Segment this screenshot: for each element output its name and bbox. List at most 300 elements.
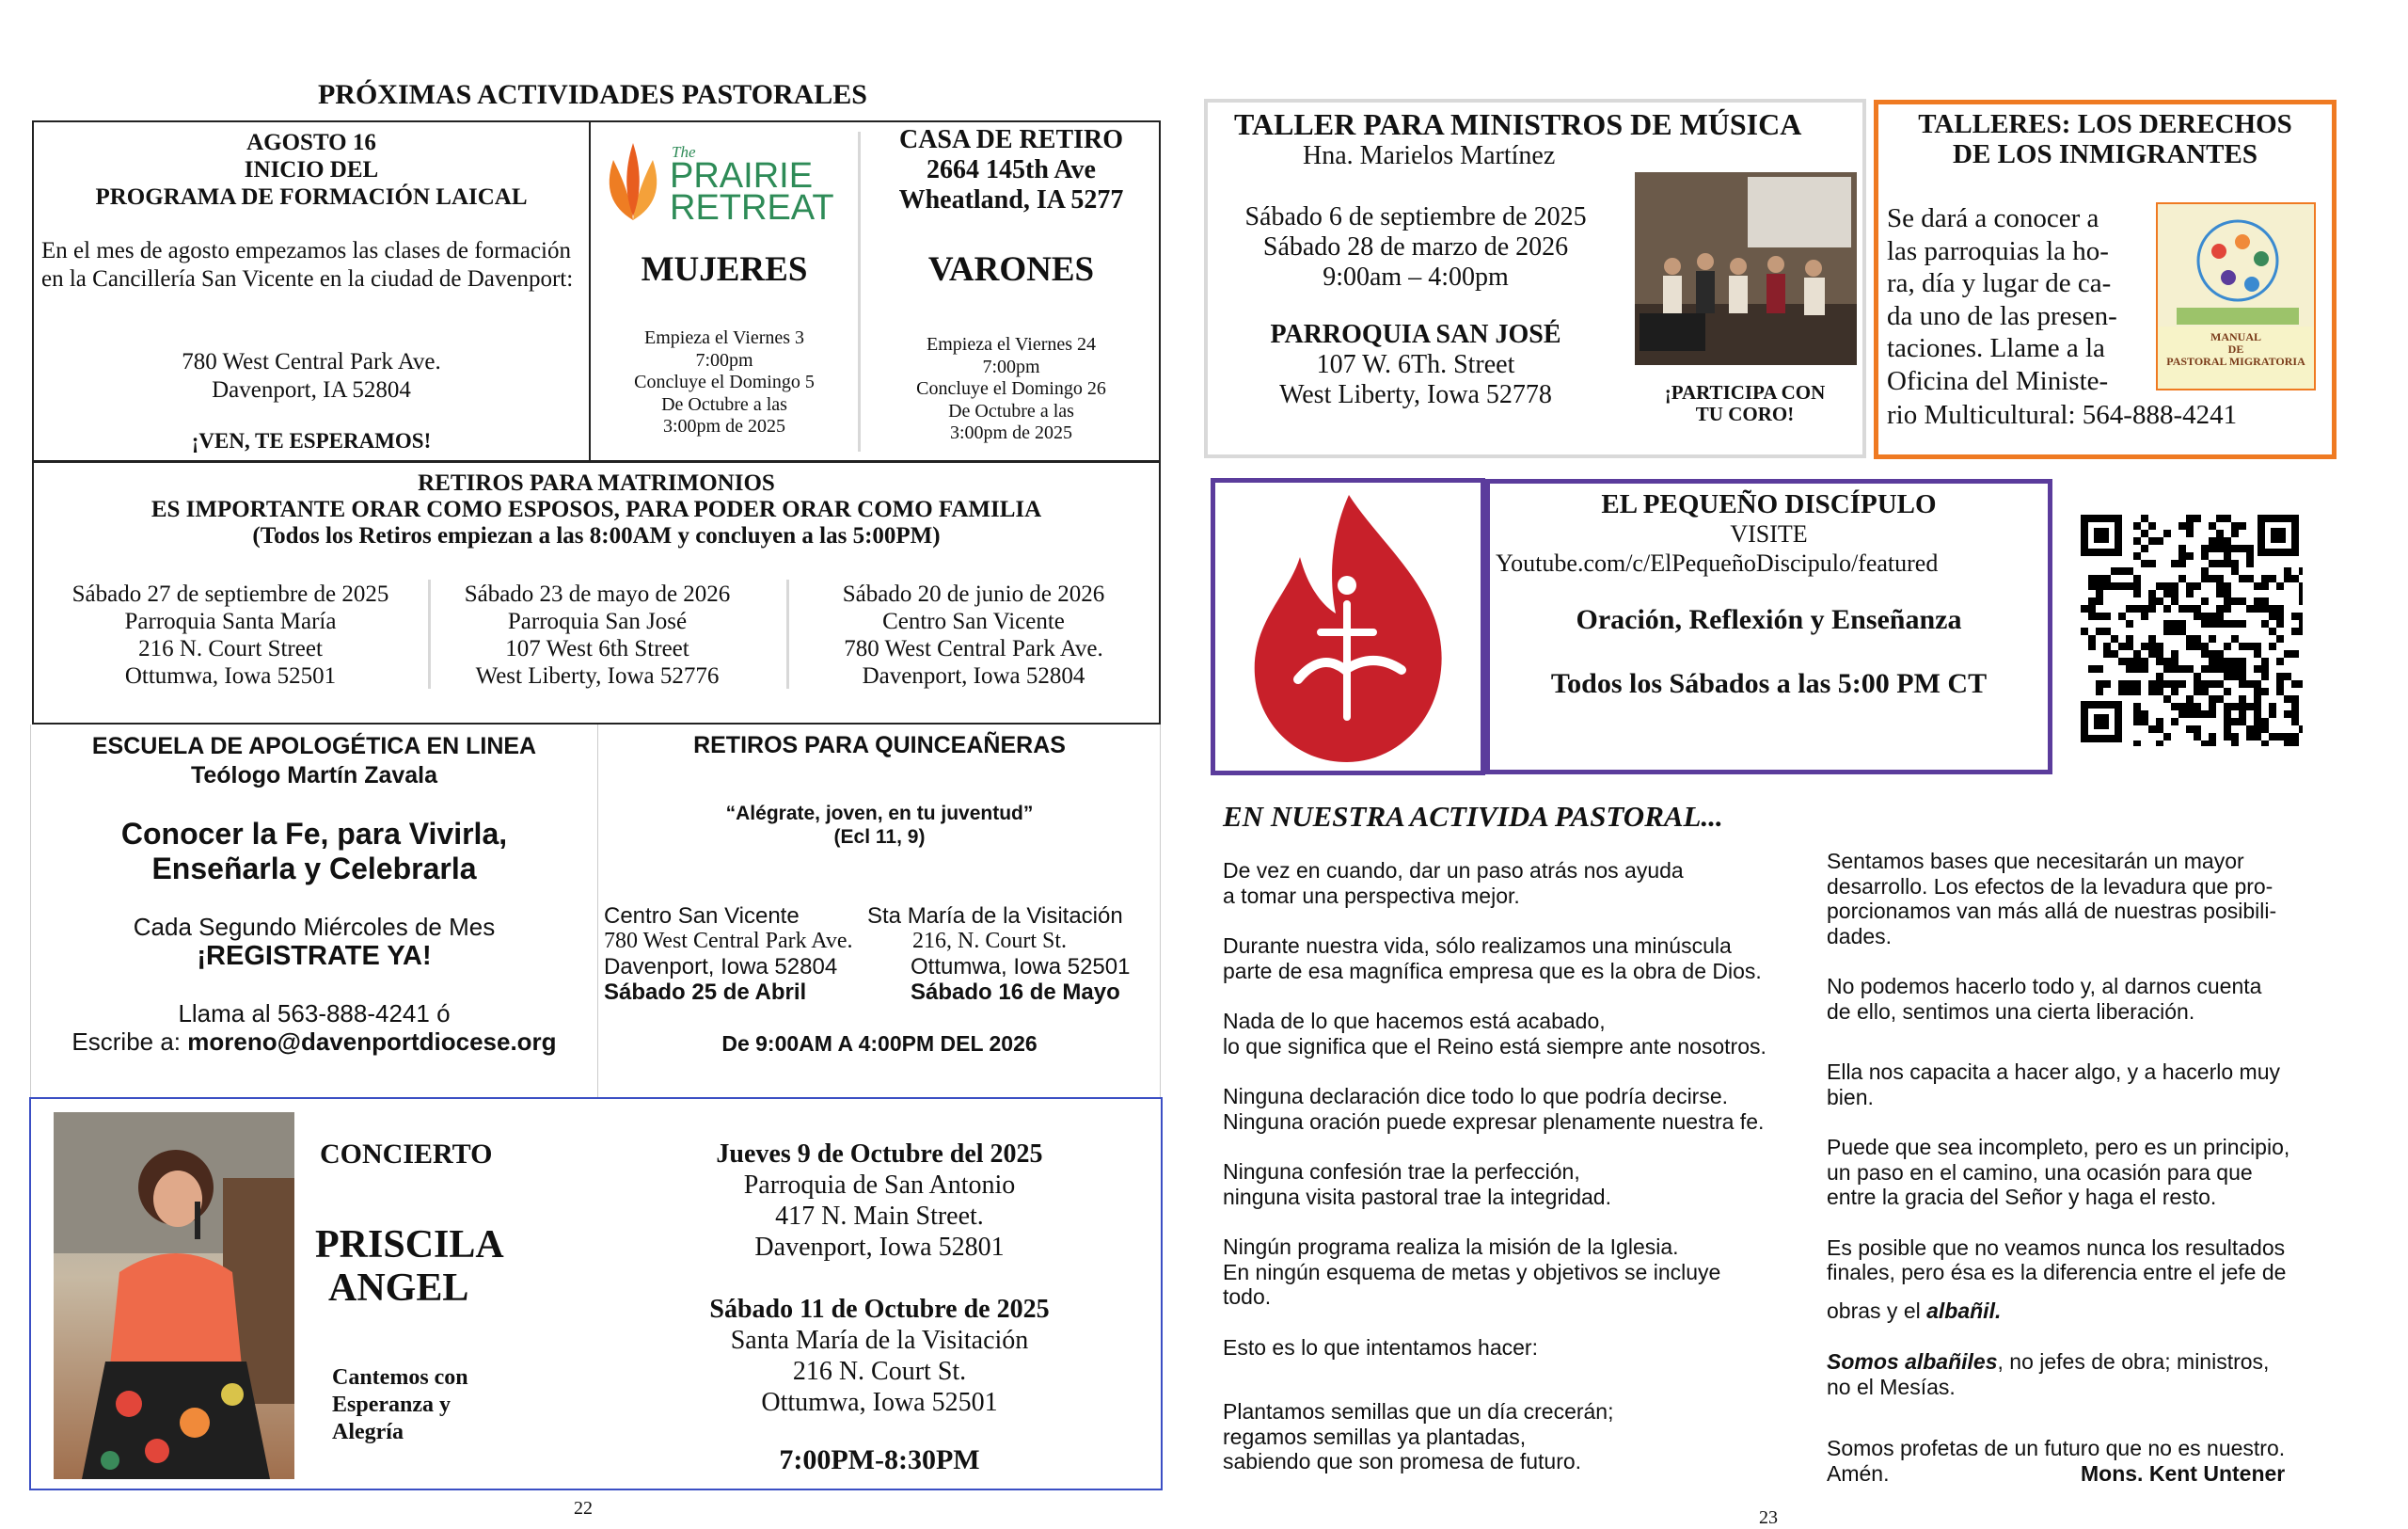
qr-module [2163,582,2171,590]
qr-module [2216,605,2224,613]
email-link[interactable]: moreno@davenportdiocese.org [187,1027,557,1056]
qr-module [2178,575,2186,582]
qr-module [2231,665,2239,673]
quince-right-place: Sta María de la Visitación [867,903,1123,929]
qr-module [2156,725,2163,733]
qr-module [2096,597,2103,605]
qr-module [2261,575,2269,582]
qr-module [2216,590,2224,597]
qr-module [2141,658,2148,665]
formacion-title: INICIO DEL [244,157,379,183]
qr-module [2103,628,2111,635]
qr-module [2239,597,2246,605]
qr-module [2088,582,2096,590]
taller-date: Sábado 28 de marzo de 2026 [1262,232,1569,262]
qr-module [2254,733,2261,741]
qr-module [2231,530,2239,537]
qr-module [2209,537,2216,545]
qr-module [2224,658,2231,665]
qr-module [2224,597,2231,605]
quince-right-street: 216, N. Court St. [912,929,1068,953]
inmigrantes-title-2: DE LOS INMIGRANTES [1953,139,2258,169]
qr-module [2276,605,2284,613]
qr-module [2269,703,2276,710]
matrimonio-city: Ottumwa, Iowa 52501 [124,663,337,689]
quinceaneras-title: RETIROS PARA QUINCEAÑERAS [693,732,1066,758]
matrimonios-heading [32,470,1161,549]
reflexion-line: desarrollo. Los efectos de la levadura que pro- [1827,873,2273,899]
qr-module [2194,725,2201,733]
qr-module [2291,680,2299,688]
apologetica-headline-2: Enseñarla y Celebrarla [151,852,477,885]
discipulo-url[interactable]: Youtube.com/c/ElPequeñoDiscipulo/featured [1496,549,1939,577]
reflexion-line: No podemos hacerlo todo y, al darnos cuenta [1827,974,2262,998]
reflexion-author: Mons. Kent Untener [2081,1461,2286,1486]
qr-module [2299,590,2303,597]
matrimonio-col [38,581,423,690]
manual-title: DE [2227,342,2244,356]
qr-module [2246,605,2254,613]
qr-module [2126,605,2133,613]
qr-module [2209,695,2216,703]
reflexion-line: Ninguna declaración dice todo lo que podría decirse. [1223,1084,1729,1108]
qr-module [2171,658,2178,665]
qr-module [2276,673,2284,680]
qr-module [2209,703,2216,710]
taller-title: TALLER PARA MINISTROS DE MÚSICA [1234,107,1802,141]
qr-module [2261,688,2269,695]
qr-module [2231,718,2239,725]
qr-module [2148,688,2156,695]
reflexion-paragraph [1827,974,2391,1024]
qr-module [2103,650,2111,658]
qr-module [2291,703,2299,710]
men-label: VARONES [927,250,1095,289]
qr-module [2254,710,2261,718]
qr-module [2201,545,2209,552]
reflexion-line: entre la gracia del Señor y haga el resto. [1827,1185,2217,1209]
qr-module [2148,643,2156,650]
qr-module [2186,703,2194,710]
retreat-place-street: 2664 145th Ave [927,155,1096,184]
qr-module [2239,545,2246,552]
event-city: Ottumwa, Iowa 52501 [761,1388,998,1417]
logo-the: The [672,143,696,161]
matrimonio-date: Sábado 23 de mayo de 2026 [464,581,731,607]
qr-module [2239,703,2246,710]
qr-module [2141,605,2148,613]
qr-module [2231,658,2239,665]
matrimonio-street: 216 N. Court Street [138,636,323,661]
qr-module [2209,560,2216,567]
qr-module [2254,597,2261,605]
qr-module [2201,650,2209,658]
qr-module [2209,620,2216,628]
qr-module [2156,673,2163,680]
qr-module [2186,515,2194,522]
qr-module [2224,643,2231,650]
qr-module [2299,620,2303,628]
qr-module [2133,590,2141,597]
qr-module [2088,575,2096,582]
qr-module [2133,582,2141,590]
qr-module [2231,673,2239,680]
qr-module [2133,741,2141,746]
qr-module [2299,680,2303,688]
inmigrantes-line: da uno de las presen- [1887,300,2117,331]
qr-module [2269,605,2276,613]
qr-module [2261,605,2269,613]
qr-module [2148,605,2156,613]
qr-module [2299,628,2303,635]
qr-module [2148,537,2156,545]
qr-module [2126,567,2133,575]
women-line: 7:00pm [695,349,753,371]
inmigrantes-line: las parroquias la ho- [1887,235,2109,266]
apologetica-headline [32,817,596,886]
prairie-retreat-logo [602,141,834,228]
quince-right [867,903,1159,1005]
qr-module [2254,725,2261,733]
qr-module [2299,725,2303,733]
qr-module [2209,665,2216,673]
reflexion-line: bien. [1827,1084,1874,1109]
qr-module [2171,582,2178,590]
qr-module [2133,665,2141,673]
taller-presenter: Hna. Marielos Martínez [1303,141,1556,170]
qr-module [2118,680,2126,688]
albaniles-bold: Somos albañiles [1827,1349,1998,1374]
qr-module [2163,628,2171,635]
qr-module [2148,597,2156,605]
qr-module [2201,567,2209,575]
qr-module [2201,597,2209,605]
page-number: 23 [1759,1507,1778,1528]
qr-module [2096,575,2103,582]
qr-module [2224,725,2231,733]
qr-module [2216,665,2224,673]
qr-module [2186,710,2194,718]
flame-cross-icon [1242,491,1456,766]
discipulo-title: EL PEQUEÑO DISCÍPULO [1601,489,1937,519]
inmigrantes-body [1887,202,2160,397]
qr-module [2141,545,2148,552]
reflexion-profetas: Somos profetas de un futuro que no es nuestro. [1827,1436,2286,1460]
tagline-line: Esperanza y [332,1393,451,1417]
qr-module [2261,582,2269,590]
qr-module [2239,680,2246,688]
qr-module [2111,635,2118,643]
qr-module [2141,665,2148,673]
matrimonios-title: RETIROS PARA MATRIMONIOS [418,470,775,496]
formacion-date: AGOSTO 16 [246,130,376,155]
taller-street: 107 W. 6Th. Street [1316,350,1515,379]
qr-module [2209,650,2216,658]
qr-module [2148,635,2156,643]
reflexion-line: Ella nos capacita a hacer algo, y a hacerlo muy [1827,1059,2280,1084]
taller-time: 9:00am – 4:00pm [1323,263,1509,292]
singer-illustration [54,1112,294,1479]
choir-photo [1635,172,1857,365]
qr-module [2231,733,2239,741]
qr-module [2291,575,2299,582]
qr-module [2141,530,2148,537]
qr-module [2201,688,2209,695]
men-schedule [861,334,1162,445]
formacion-street: 780 West Central Park Ave. [182,349,441,374]
qr-module [2269,733,2276,741]
qr-module [2178,703,2186,710]
qr-module [2201,665,2209,673]
artist-name-first: PRISCILA [315,1223,504,1266]
qr-module [2156,688,2163,695]
reflexion-left-column [1223,858,1825,1474]
reflexion-line: Durante nuestra vida, sólo realizamos una minúscula [1223,933,1732,958]
concierto-label: CONCIERTO [320,1139,493,1170]
qr-module [2171,680,2178,688]
qr-module [2224,537,2231,545]
qr-module [2276,635,2284,643]
reflexion-paragraph [1827,1235,2391,1285]
qr-module [2133,718,2141,725]
qr-module [2178,552,2186,560]
qr-module [2186,552,2194,560]
matrimonios-note: (Todos los Retiros empiezan a las 8:00AM y concluyen a las 5:00PM) [252,523,941,549]
inmigrantes-title-1: TALLERES: LOS DERECHOS [1918,109,2292,139]
qr-module [2133,703,2141,710]
qr-module [2254,665,2261,673]
qr-module [2299,567,2303,575]
qr-code[interactable] [2077,511,2303,746]
qr-module [2186,582,2194,590]
qr-module [2231,545,2239,552]
qr-module [2201,575,2209,582]
qr-module [2239,718,2246,725]
qr-module [2186,665,2194,673]
qr-module [2201,620,2209,628]
quince-left [604,903,877,1005]
qr-module [2216,695,2224,703]
qr-module [2216,613,2224,620]
qr-module [2186,590,2194,597]
tagline-line: Alegría [332,1420,404,1444]
qr-module [2284,650,2291,658]
qr-module [2254,688,2261,695]
qr-module [2261,741,2269,746]
qr-module [2209,710,2216,718]
qr-module [2291,710,2299,718]
reflexion-line: dades. [1827,923,1893,948]
artist-name-last: ANGEL [328,1266,469,1310]
apologetica-schedule: Cada Segundo Miércoles de Mes [133,913,496,941]
email-label: Escribe a: [71,1027,188,1056]
matrimonio-date: Sábado 27 de septiembre de 2025 [71,581,389,607]
inmigrantes-line: Oficina del Ministe- [1887,365,2109,396]
retreat-place-city: Wheatland, IA 5277 [898,185,1124,215]
qr-module [2201,680,2209,688]
tail-text: obras y el [1827,1298,1927,1323]
qr-module [2133,658,2141,665]
qr-module [2178,605,2186,613]
qr-module [2103,575,2111,582]
qr-module [2194,688,2201,695]
albaniles-rest: no el Mesías. [1827,1374,1956,1399]
qr-module [2246,733,2254,741]
manual-title: PASTORAL MIGRATORIA [2166,355,2305,368]
qr-module [2088,643,2096,650]
qr-module [2201,643,2209,650]
qr-module [2156,643,2163,650]
women-line: De Octubre a las [661,393,787,415]
matrimonio-date: Sábado 20 de junio de 2026 [842,581,1105,607]
qr-module [2156,680,2163,688]
logo-prairie: PRAIRIE [670,156,814,196]
inmigrantes-phone: rio Multicultural: 564-888-4241 [1887,400,2238,430]
matrimonio-place: Centro San Vicente [882,609,1065,634]
reflexion-heading: EN NUESTRA ACTIVIDA PASTORAL... [1223,800,1723,833]
qr-module [2231,620,2239,628]
qr-module [2133,688,2141,695]
qr-module [2163,665,2171,673]
women-label: MUJERES [641,250,808,289]
qr-module [2163,680,2171,688]
reflexion-line: porcionamos van más allá de nuestras posibili- [1827,899,2277,923]
qr-module [2178,710,2186,718]
apologetica-headline-1: Conocer la Fe, para Vivirla, [120,817,508,851]
qr-module [2156,597,2163,605]
choir-illustration [1635,172,1857,365]
qr-module [2284,575,2291,582]
qr-module [2163,530,2171,537]
qr-module [2209,733,2216,741]
qr-module [2133,537,2141,545]
reflexion-paragraph [1223,1009,1825,1059]
qr-module [2096,680,2103,688]
qr-module [2111,567,2118,575]
qr-module [2231,703,2239,710]
event-street: 417 N. Main Street. [775,1202,984,1231]
qr-module [2156,537,2163,545]
qr-module [2118,658,2126,665]
reflexion-line: finales, pero ésa es la diferencia entre el jefe de [1827,1260,2287,1284]
reflexion-line: regamos semillas ya plantadas, [1223,1424,1527,1449]
qr-module [2126,665,2133,673]
qr-module [2284,567,2291,575]
reflexion-right-tail [1827,1298,2391,1324]
qr-module [2224,545,2231,552]
quote-text: “Alégrate, joven, en tu juventud” [725,803,1034,824]
qr-module [2224,605,2231,613]
singer-photo [54,1112,294,1479]
matrimonio-place: Parroquia San José [507,609,688,634]
matrimonio-col [433,581,762,690]
reflexion-line: un paso en el camino, una ocasión para que [1827,1159,2253,1185]
qr-module [2284,710,2291,718]
reflexion-paragraph [1223,1234,1825,1310]
qr-module [2224,673,2231,680]
migrants-illustration [2158,204,2316,327]
qr-module [2118,643,2126,650]
qr-module [2103,613,2111,620]
qr-module [2148,650,2156,658]
reflexion-line: Puede que sea incompleto, pero es un principio, [1827,1135,2290,1159]
qr-module [2081,605,2088,613]
qr-module [2291,733,2299,741]
qr-module [2141,718,2148,725]
qr-module [2201,552,2209,560]
formacion-address [34,348,589,405]
qr-module [2269,643,2276,650]
retreat-place [861,125,1162,215]
qr-module [2224,582,2231,590]
qr-module [2224,688,2231,695]
women-schedule [591,327,858,438]
qr-module [2186,522,2194,530]
qr-module [2194,582,2201,590]
qr-module [2209,613,2216,620]
qr-module [2299,613,2303,620]
men-line: Empieza el Viernes 24 [926,334,1097,355]
qr-module [2239,575,2246,582]
qr-module [2224,665,2231,673]
qr-module [2231,597,2239,605]
page-number: 22 [574,1498,593,1519]
qr-module [2096,590,2103,597]
qr-module [2284,695,2291,703]
qr-module [2209,635,2216,643]
apologetica-teacher: Teólogo Martín Zavala [190,762,438,788]
qr-module [2201,613,2209,620]
qr-module [2261,665,2269,673]
quince-time: De 9:00AM A 4:00PM DEL 2026 [721,1031,1038,1056]
qr-module [2171,665,2178,673]
qr-module [2171,620,2178,628]
qr-module [2261,658,2269,665]
qr-module [2216,537,2224,545]
qr-module [2261,673,2269,680]
qr-module [2156,582,2163,590]
qr-module [2224,703,2231,710]
qr-module [2231,560,2239,567]
qr-module [2239,620,2246,628]
reflexion-line: sabiendo que son promesa de futuro. [1223,1449,1582,1473]
qr-module [2141,613,2148,620]
men-line: Concluye el Domingo 26 [916,378,1106,399]
qr-module [2156,658,2163,665]
reflexion-line: En ningún esquema de metas y objetivos se incluye [1223,1259,1721,1284]
qr-module [2186,725,2194,733]
taller-location [1223,320,1608,410]
qr-module [2141,515,2148,522]
apologetica-contact [32,1027,596,1057]
qr-module [2224,560,2231,567]
reflexion-line: Ninguna oración puede expresar plenamente nuestra fe. [1223,1108,1765,1134]
qr-module [2209,680,2216,688]
inmigrantes-line: taciones. Llame a la [1887,333,2105,363]
reflexion-paragraph [1827,1059,2391,1109]
qr-module [2126,680,2133,688]
qr-module [2133,522,2141,530]
qr-module [2126,635,2133,643]
qr-module [2261,725,2269,733]
qr-module [2141,560,2148,567]
qr-module [2224,620,2231,628]
qr-module [2194,680,2201,688]
reflexion-right-column [1827,849,2391,1285]
taller-parish: PARROQUIA SAN JOSÉ [1270,320,1561,349]
discipulo-visit: VISITE [1730,520,1808,548]
qr-module [2209,741,2216,746]
